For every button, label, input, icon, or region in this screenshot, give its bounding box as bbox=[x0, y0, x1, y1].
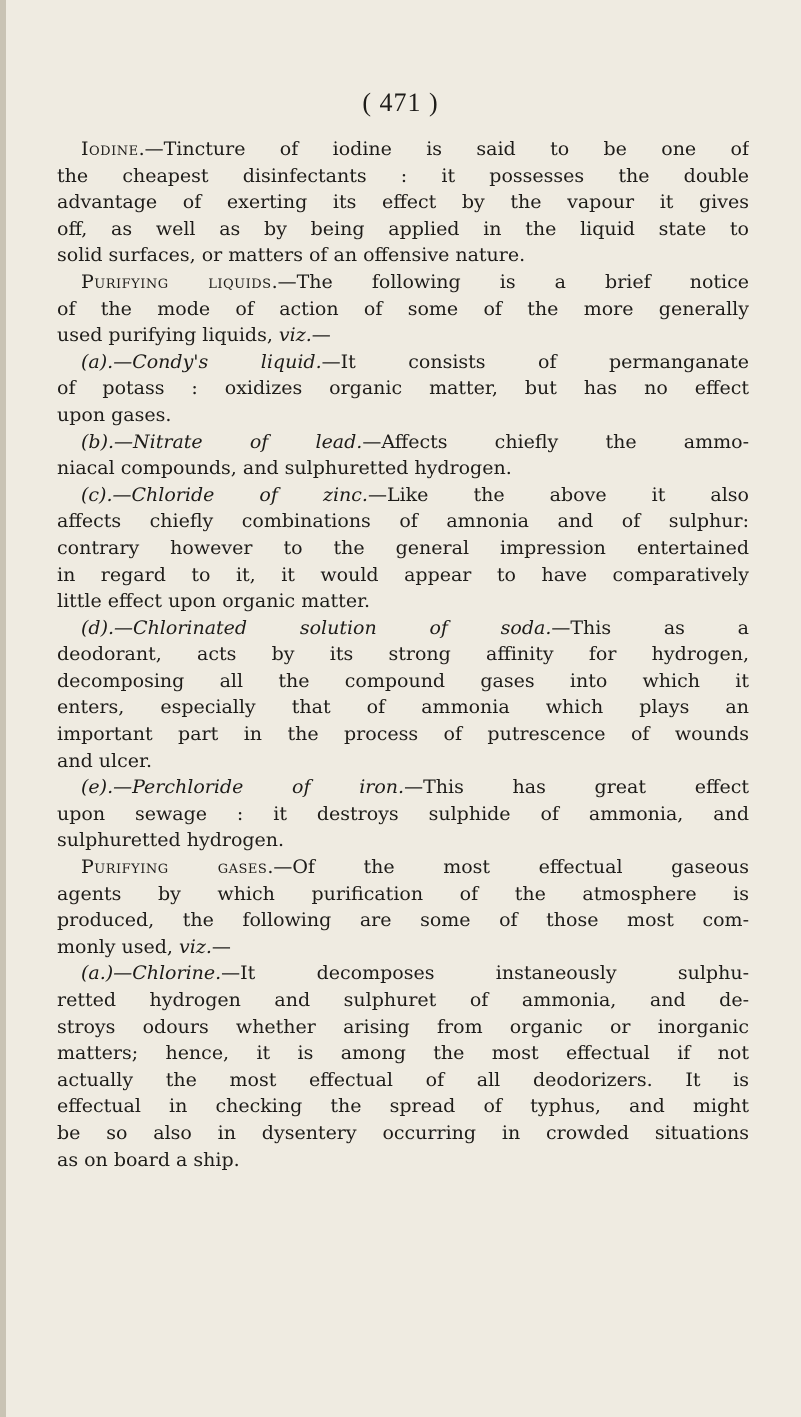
page-number: ( 471 ) bbox=[362, 88, 439, 117]
section-heading: Purifying gases bbox=[81, 856, 268, 879]
text-line bbox=[57, 1120, 749, 1147]
text-run: advantage of exerting its effect by the vapour it gives bbox=[57, 191, 749, 214]
text-line bbox=[57, 854, 749, 881]
text-run: solid surfaces, or matters of an offensive nature. bbox=[57, 244, 526, 267]
text-line bbox=[57, 455, 749, 482]
text-run: niacal compounds, and sulphuretted hydrogen. bbox=[57, 457, 512, 480]
text-line bbox=[57, 960, 749, 987]
text-line bbox=[57, 1067, 749, 1094]
text-run: — bbox=[211, 935, 231, 958]
text-line bbox=[57, 429, 749, 456]
text-run: effectual in checking the spread of typhus, and might bbox=[57, 1095, 749, 1118]
text-line bbox=[57, 375, 749, 402]
item-heading: (a).—Condy's liquid. bbox=[81, 350, 322, 373]
text-run: used purifying liquids, bbox=[57, 324, 279, 347]
item-heading: (c).—Chloride of zinc. bbox=[81, 483, 368, 506]
text-line bbox=[57, 189, 749, 216]
text-line bbox=[57, 136, 749, 163]
item-heading: (d).—Chlorinated solution of soda. bbox=[81, 616, 552, 639]
text-run: contrary however to the general impression entertained bbox=[57, 536, 749, 559]
text-run: actually the most effectual of all deodorizers. It is bbox=[57, 1068, 749, 1091]
text-line bbox=[57, 668, 749, 695]
text-line bbox=[57, 508, 749, 535]
text-run: be so also in dysentery occurring in crowded situations bbox=[57, 1121, 749, 1144]
text-run: little effect upon organic matter. bbox=[57, 590, 371, 613]
text-run: affects chiefly combinations of amnonia and of sulphur: bbox=[57, 510, 749, 533]
text-run: sulphuretted hydrogen. bbox=[57, 829, 285, 852]
item-heading: viz. bbox=[179, 935, 212, 958]
text-line bbox=[57, 748, 749, 775]
text-run: deodorant, acts by its strong affinity for hydrogen, bbox=[57, 643, 749, 666]
text-run: of the mode of action of some of the more generally bbox=[57, 297, 749, 320]
text-line bbox=[57, 349, 749, 376]
text-line bbox=[57, 269, 749, 296]
text-run: monly used, bbox=[57, 935, 180, 958]
item-heading: (b).—Nitrate of lead. bbox=[81, 430, 363, 453]
text-line bbox=[57, 242, 749, 269]
text-run: upon gases. bbox=[57, 403, 172, 426]
text-line bbox=[57, 934, 749, 961]
section-heading: Iodine bbox=[81, 138, 139, 160]
page-binding-edge bbox=[0, 0, 6, 1417]
text-line bbox=[57, 562, 749, 589]
text-line bbox=[57, 1093, 749, 1120]
text-run: off, as well as by being applied in the liquid state to bbox=[57, 217, 749, 240]
text-line bbox=[57, 1014, 749, 1041]
text-run: decomposing all the compound gases into which it bbox=[57, 669, 749, 692]
text-run: as on board a ship. bbox=[57, 1148, 240, 1171]
text-line bbox=[57, 535, 749, 562]
text-line bbox=[57, 987, 749, 1014]
text-line bbox=[57, 402, 749, 429]
text-run: produced, the following are some of those most com- bbox=[57, 909, 749, 932]
text-line bbox=[57, 774, 749, 801]
text-line bbox=[57, 296, 749, 323]
text-line bbox=[57, 827, 749, 854]
text-line bbox=[57, 615, 749, 642]
text-run: agents by which purification of the atmosphere is bbox=[57, 882, 749, 905]
text-run: upon sewage : it destroys sulphide of ammonia, and bbox=[57, 802, 749, 825]
text-run: matters; hence, it is among the most effectual if not bbox=[57, 1042, 749, 1065]
text-run: enters, especially that of ammonia which plays an bbox=[57, 696, 749, 719]
text-line bbox=[57, 216, 749, 243]
text-line bbox=[57, 322, 749, 349]
text-run: stroys odours whether arising from organic or inorganic bbox=[57, 1015, 749, 1038]
text-run: —It decomposes instaneously sulphu- bbox=[221, 962, 749, 985]
text-run: —Affects chiefly the ammo- bbox=[362, 430, 749, 453]
text-line bbox=[57, 482, 749, 509]
text-line bbox=[57, 588, 749, 615]
text-line bbox=[57, 1147, 749, 1174]
text-run: of potass : oxidizes organic matter, but has no effect bbox=[57, 377, 749, 400]
item-heading: viz. bbox=[278, 324, 312, 347]
text-run: .—Of the most effectual gaseous bbox=[267, 856, 749, 879]
text-line bbox=[57, 907, 749, 934]
text-line bbox=[57, 721, 749, 748]
section-heading: Purifying liquids bbox=[81, 270, 272, 293]
text-run: .—The following is a brief notice bbox=[271, 270, 749, 293]
text-run: —This as a bbox=[551, 616, 749, 639]
text-run: —Like the above it also bbox=[367, 483, 749, 506]
item-heading: (a.)—Chlorine. bbox=[81, 962, 222, 985]
text-run: —It consists of permanganate bbox=[321, 350, 749, 373]
text-run: and ulcer. bbox=[57, 749, 152, 772]
text-run: important part in the process of putrescence of wounds bbox=[57, 723, 749, 746]
text-line bbox=[57, 801, 749, 828]
text-line bbox=[57, 641, 749, 668]
text-run: the cheapest disinfectants : it possesses the double bbox=[57, 164, 749, 187]
text-run: retted hydrogen and sulphuret of ammonia, and de- bbox=[57, 989, 749, 1011]
text-run: — bbox=[311, 324, 331, 347]
text-line bbox=[57, 694, 749, 721]
text-line bbox=[57, 163, 749, 190]
item-heading: (e).—Perchloride of iron. bbox=[81, 776, 405, 799]
text-run: .—Tincture of iodine is said to be one of bbox=[138, 138, 749, 160]
text-run: in regard to it, it would appear to have comparatively bbox=[57, 563, 749, 586]
body-text bbox=[57, 136, 749, 1173]
text-line bbox=[57, 881, 749, 908]
text-line bbox=[57, 1040, 749, 1067]
text-run: —This has great effect bbox=[404, 776, 749, 799]
